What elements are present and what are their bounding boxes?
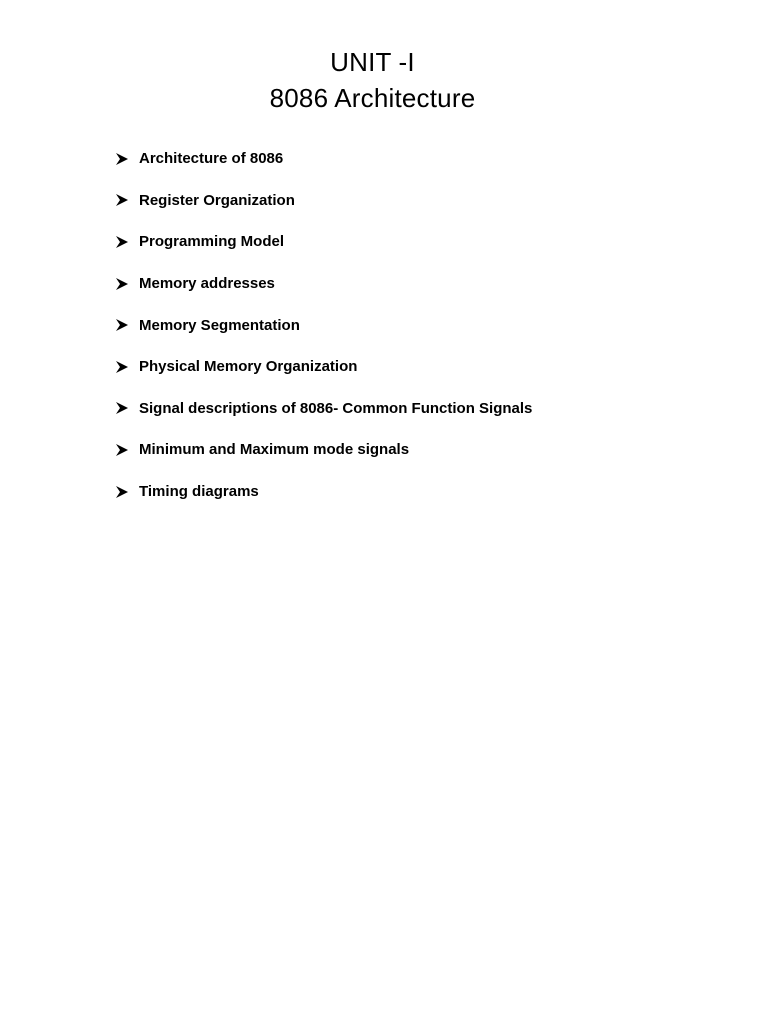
arrow-bullet-icon [115,482,139,502]
arrow-bullet-icon [115,274,139,294]
topic-text: Signal descriptions of 8086- Common Function Signals [139,399,533,417]
list-item [115,221,532,263]
title-block [0,44,745,116]
unit-title: UNIT -I [330,47,415,77]
topic-list [115,138,532,512]
topic-text: Physical Memory Organization [139,358,358,376]
list-item [115,388,532,430]
arrow-bullet-icon [115,357,139,377]
list-item [115,304,532,346]
list-item [115,263,532,305]
topic-text: Register Organization [139,191,295,209]
topic-text: Timing diagrams [139,483,259,501]
list-item [115,346,532,388]
arrow-bullet-icon [115,398,139,418]
topic-text: Architecture of 8086 [139,150,284,168]
chapter-title: 8086 Architecture [269,83,476,113]
topic-text: Programming Model [139,233,285,251]
arrow-bullet-icon [115,149,139,169]
list-item [115,138,532,180]
list-item [115,429,532,471]
topic-text: Minimum and Maximum mode signals [139,441,410,459]
arrow-bullet-icon [115,190,139,210]
arrow-bullet-icon [115,440,139,460]
list-item [115,180,532,222]
topic-text: Memory Segmentation [139,316,300,334]
arrow-bullet-icon [115,232,139,252]
list-item [115,471,532,513]
arrow-bullet-icon [115,315,139,335]
topic-text: Memory addresses [139,275,275,293]
